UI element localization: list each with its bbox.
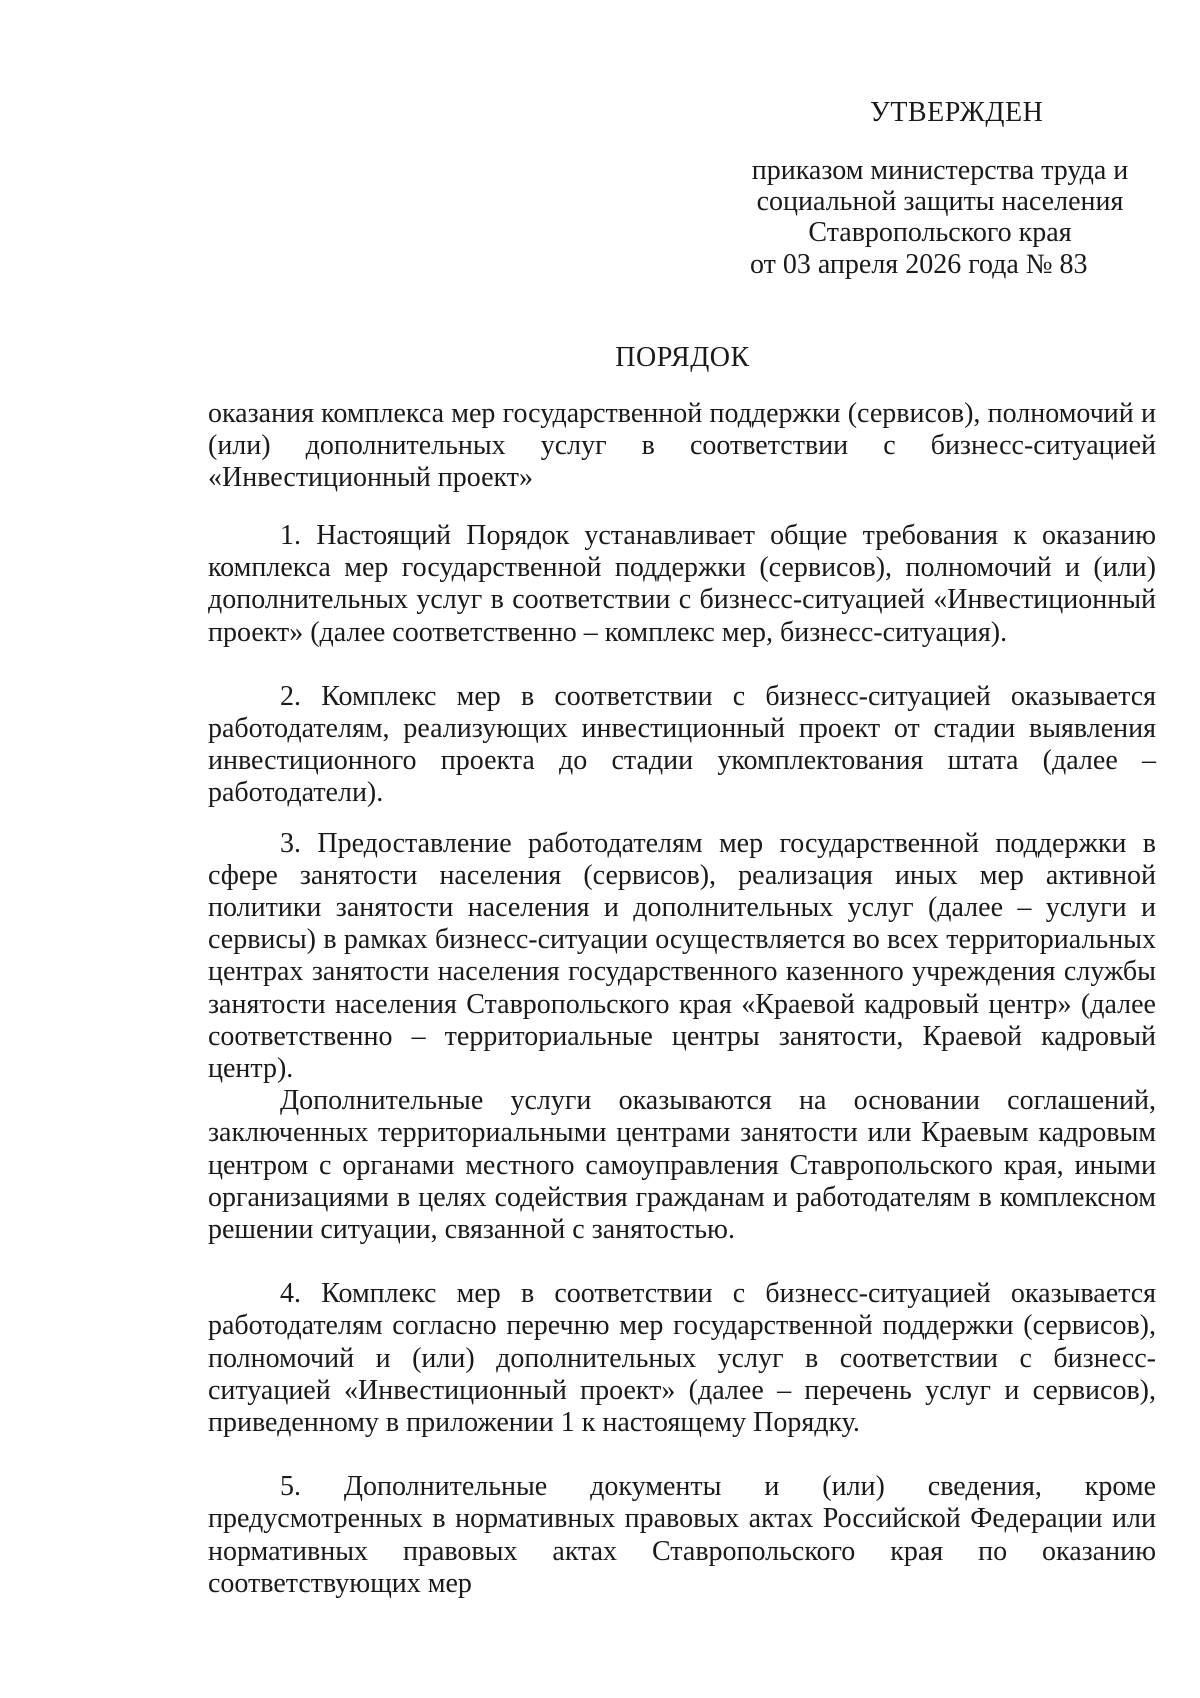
paragraph-3: 3. Предоставление работодателям мер государственной поддержки в сфере занятости населения (сервисов), реализация иных мер активной политики занятости населения и дополнительных услуг (далее – услуги и сервисы) в рамках бизнесс-ситуации осуществляется во всех территориальных центрах занятости населения государственного казенного учреждения службы занятости населения Ставропольского края «Краевой кадровый центр» (далее соответственно – территориальные центры занятости, Краевой кадровый центр).: [208, 827, 1156, 1085]
approval-heading: УТВЕРЖДЕН: [870, 97, 1044, 128]
document-title: ПОРЯДОК: [615, 342, 750, 373]
paragraph-2: 2. Комплекс мер в соответствии с бизнесс-ситуацией оказывается работодателям, реализующих инвестиционный проект от стадии выявления инвестиционного проекта до стадии укомплектования штата (далее – работодатели).: [208, 680, 1156, 809]
approval-date: от 03 апреля 2026 года № 83: [750, 249, 1088, 280]
paragraph-4: 4. Комплекс мер в соответствии с бизнесс-ситуацией оказывается работодателям согласно перечню мер государственной поддержки (сервисов), полномочий и (или) дополнительных услуг в соответствии с бизнесс-ситуацией «Инвестиционный проект» (далее – перечень услуг и сервисов), приведенному в приложении 1 к настоящему Порядку.: [208, 1278, 1156, 1439]
approval-order-text: приказом министерства труда и социальной защиты населения Ставропольского края: [751, 155, 1129, 248]
paragraph-3-continued: Дополнительные услуги оказываются на основании соглашений, заключенных территориальными центрами занятости или Краевым кадровым центром с органами местного самоуправления Ставропольского края, иными организациями в целях содействия гражданам и работодателям в комплексном решении ситуации, связанной с занятостью.: [208, 1085, 1156, 1246]
paragraph-1: 1. Настоящий Порядок устанавливает общие требования к оказанию комплекса мер государственной поддержки (сервисов), полномочий и (или) дополнительных услуг в соответствии с бизнесс-ситуацией «Инвестиционный проект» (далее соответственно – комплекс мер, бизнесс-ситуация).: [208, 520, 1156, 648]
paragraph-5: 5. Дополнительные документы и (или) сведения, кроме предусмотренных в нормативных правовых актах Российской Федерации или нормативных правовых актах Ставропольского края по оказанию соответствующих мер: [208, 1471, 1156, 1599]
document-body: [208, 520, 1156, 1600]
document-subtitle: оказания комплекса мер государственной поддержки (сервисов), полномочий и (или) дополнительных услуг в соответствии с бизнесс-ситуацией «Инвестиционный проект»: [208, 398, 1156, 493]
